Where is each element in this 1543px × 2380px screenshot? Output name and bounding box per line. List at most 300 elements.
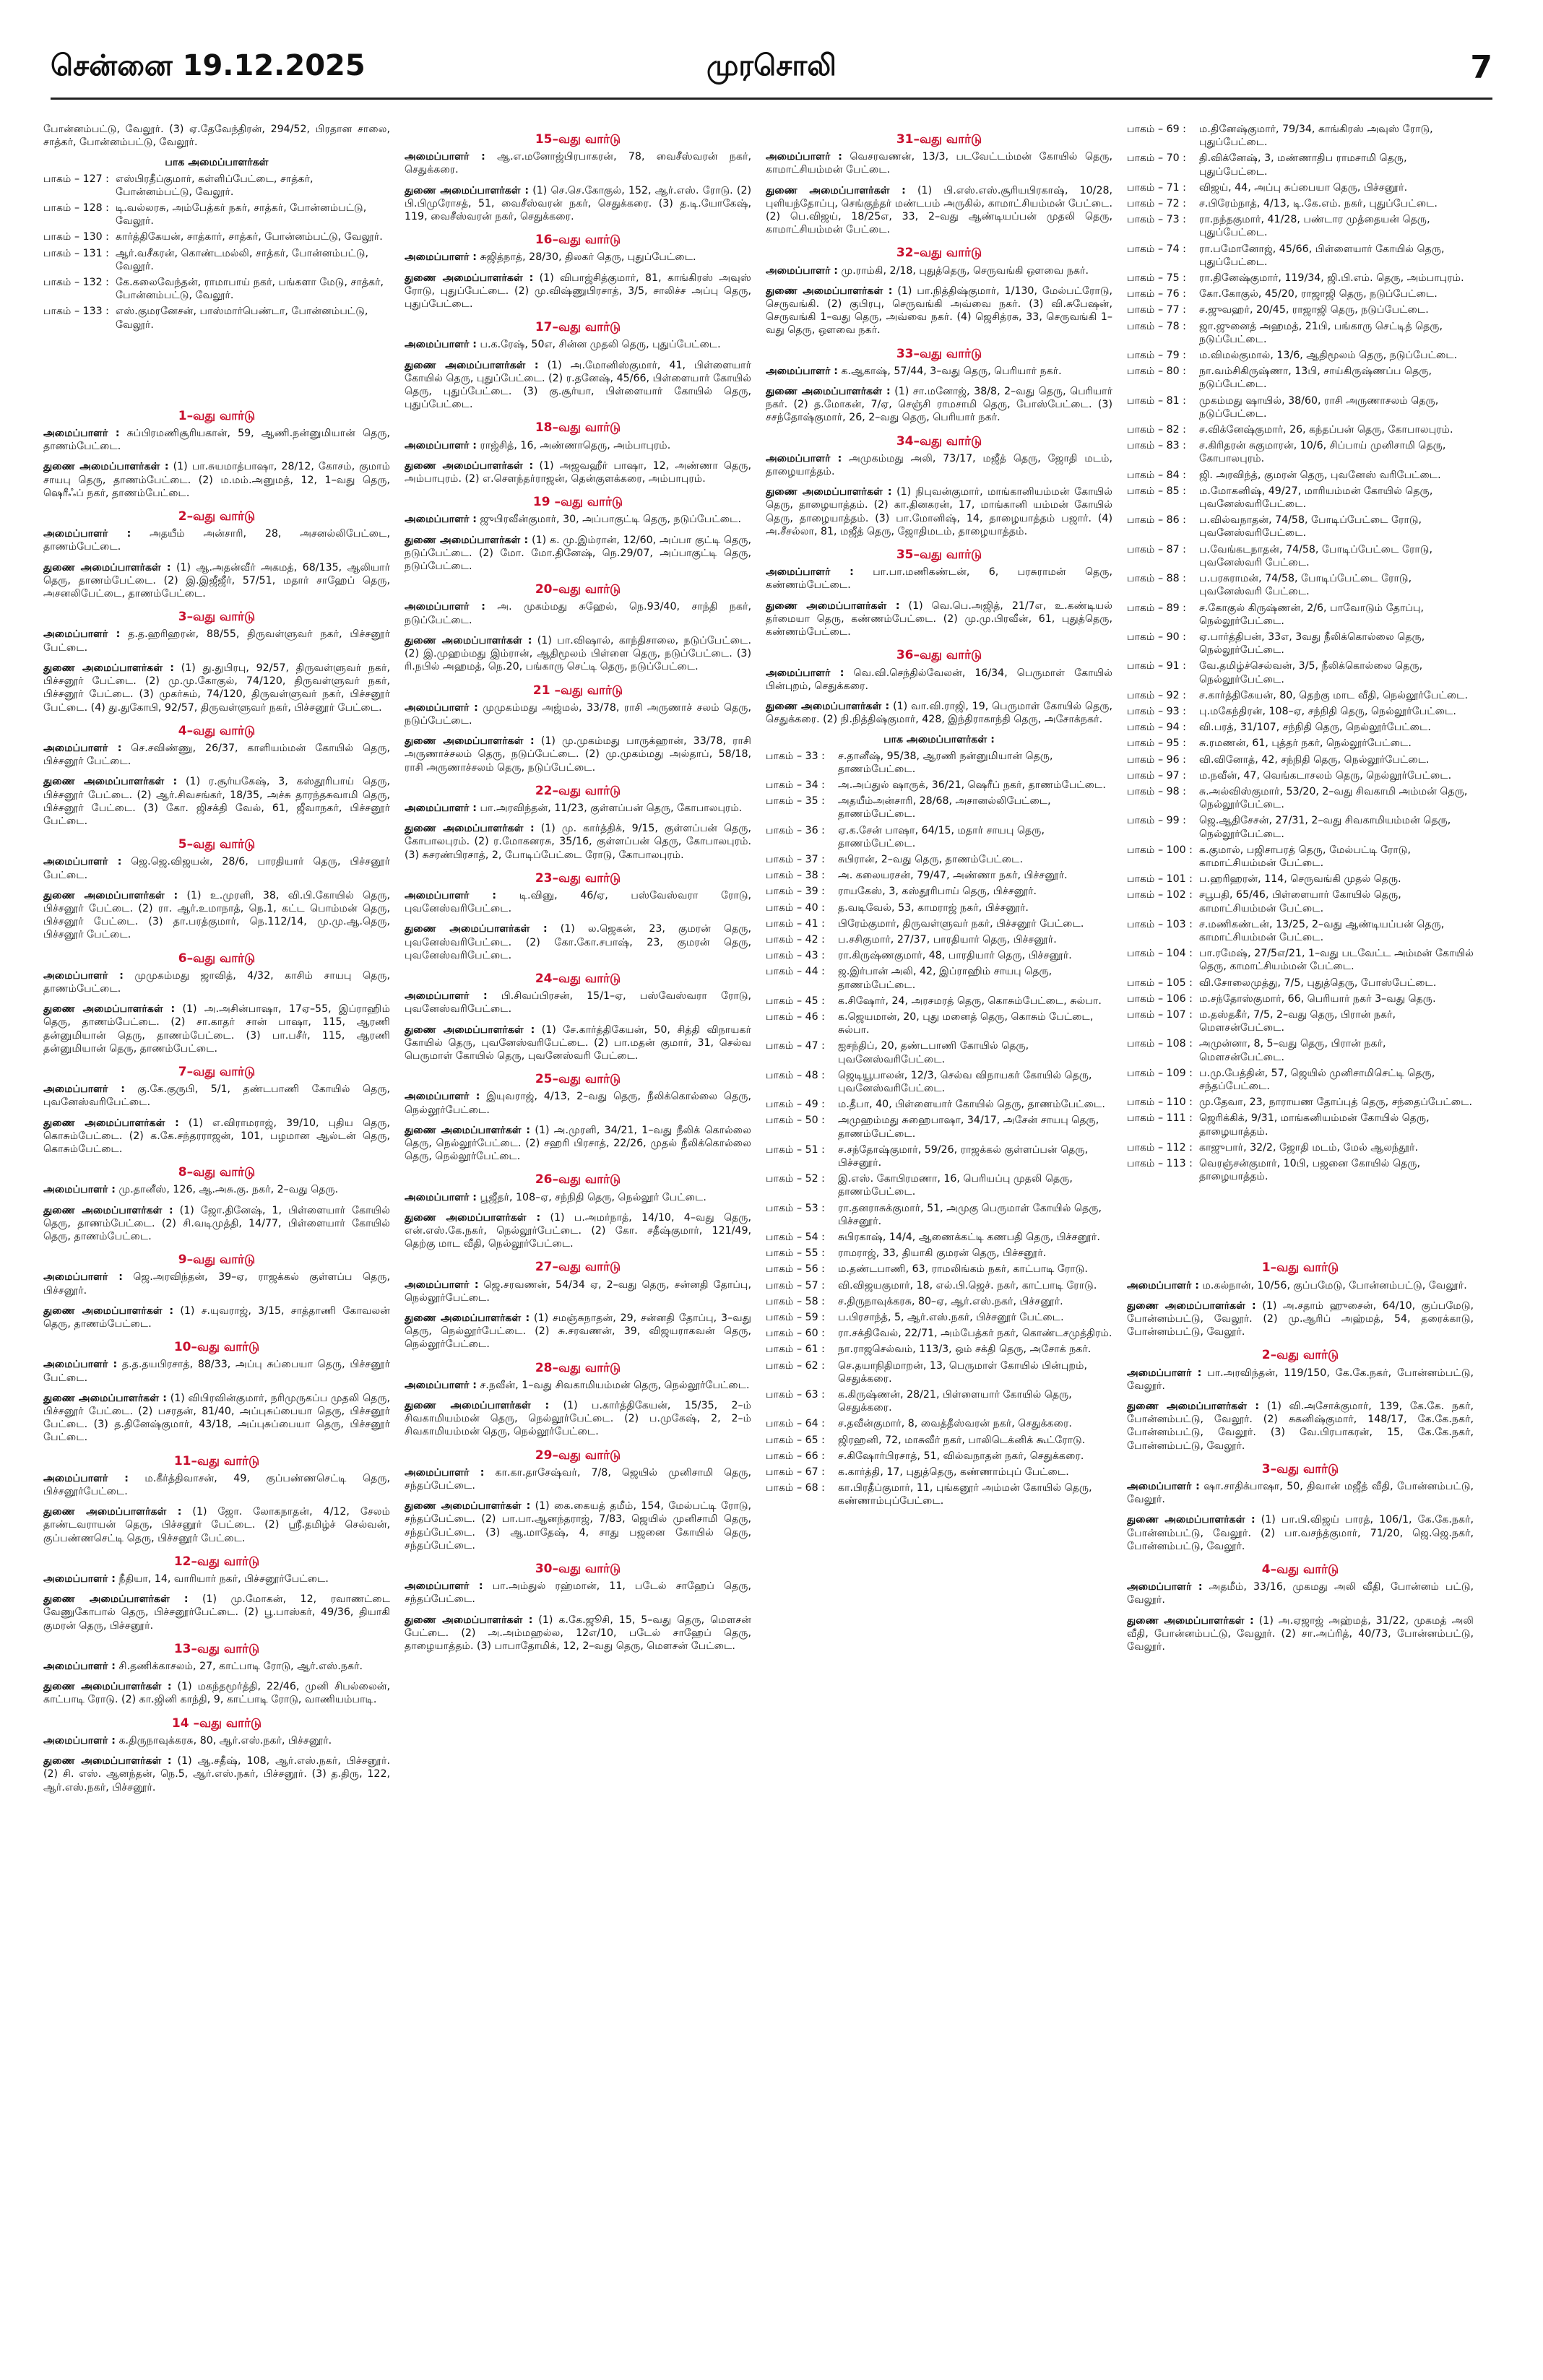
booth-row [1127,1157,1474,1183]
role-label: துணை அமைப்பாளர்கள் : [43,776,178,788]
booth-row [1127,785,1474,811]
booth-number: பாகம் – 61 : [766,1343,825,1356]
booth-organiser: ரா.தினேஷ்குமார், 119/34, ஜி.பி.எம். தெரு, அம்பாபுரம். [1199,272,1464,285]
role-label: துணை அமைப்பாளர்கள் : [405,1614,533,1626]
booth-row [1127,320,1474,346]
booth-row [1127,213,1474,239]
booth-number: பாகம் – 93 : [1127,705,1186,717]
appointment-text: (1) நிபுவன்குமார், மாங்கானியம்மன் கோயில் தெரு, தாழையாத்தம். (2) கா.தினகரன், 17, மாங்கானி யம்மன் கோயில் தெரு, தாழையாத்தம். (3) பா.மோனிஷ், 14, தாழையாத்தம் பஜார். (4) அ.சீசல்லா, 81, மஜீத் தெரு, ஜோதிமடம், தாழையாத்தம். [766,486,1112,537]
booth-row [1127,365,1474,391]
appointment-text: பி.சிவப்பிரசன், 15/1–ஏ, பஸ்வேஸ்வரா ரோடு, புவனேஸ்வரிபேட்டை. [405,990,751,1016]
booth-number: பாகம் – 131 : [43,247,109,259]
role-label: துணை அமைப்பாளர்கள் : [766,700,890,712]
ward-heading: 29–வது வார்டு [535,1448,621,1463]
ward-heading: 19 –வது வார்டு [532,495,623,510]
role-label: அமைப்பாளர் : [43,1083,125,1096]
booth-number: பாகம் – 110 : [1127,1096,1193,1109]
booth-row [766,1279,1112,1292]
role-label: அமைப்பாளர் : [405,1191,477,1203]
booth-organiser: த.வடிவேல், 53, காமராஜ் நகர், பிச்சனூர். [838,901,1029,914]
appointment-paragraph [405,1500,751,1552]
appointment-text: ஷா.சாதிக்பாஷா, 50, திவான் மஜீத் வீதி, போன்னம்பட்டு, வேலூர். [1127,1481,1474,1506]
booth-row [1127,873,1474,886]
booth-row [766,779,1112,792]
appointment-text: நீதியா, 14, வாரியார் நகர், பிச்சனூர்பேட்டை. [118,1573,329,1585]
appointment-text: (1) ல.ஜெகன், 23, குமரன் தெரு, புவனேஸ்வரிபேட்டை. (2) கோ.கோ.சபாஷ், 23, குமரன் தெரு, புவனேஸ்வரிபேட்டை. [405,923,751,961]
appointment-paragraph [405,922,751,962]
booth-organiser: நா.வம்சிகிருஷ்ணா, 13பி, சாய்கிருஷ்ணப்ப தெரு, நடுப்பேட்டை. [1199,365,1432,391]
booth-row [43,247,390,273]
role-label: துணை அமைப்பாளர்கள் : [766,184,906,196]
booth-organiser: ச.ஜுவஹர், 20/45, ராஜாஜி தெரு, நடுப்பேட்டை. [1199,304,1429,316]
booth-row [766,1311,1112,1324]
booth-number: பாகம் – 106 : [1127,992,1193,1005]
appointment-paragraph [405,459,751,485]
role-label: துணை அமைப்பாளர்கள் : [405,272,534,284]
booth-number: பாகம் – 65 : [766,1434,825,1446]
booth-number: பாகம் – 44 : [766,966,825,978]
booth-organiser: ச.மணிகண்டன், 13/25, 2–வது ஆண்டியப்பன் தெரு, காமாட்சியம்மன் பேட்டை. [1199,918,1445,943]
booth-organiser: க.கார்த்தி, 17, புதுத்தெரு, கண்ணாம்புப் பேட்டை. [838,1466,1069,1479]
role-label: துணை அமைப்பாளர்கள் : [766,486,892,498]
appointment-text: (1) உ.முரளி, 38, வி.பி.கோயில் தெரு, பிச்சனூர் பேட்டை. (2) ரா. ஆர்.உமாநாத், நெ.1, கட்ட பொம்மன் தெரு, பிச்சனூர் பேட்டை. (3) தா.பரத்குமார், நெ.112/14, மு.மு.ஆ.தெரு, பிச்சனூர் பேட்டை. [43,889,390,941]
booth-row [766,1343,1112,1356]
booth-row [1127,394,1474,420]
appointment-text: சுஜித்நாத், 28/30, திலகர் தெரு, புதுப்பேட்டை. [480,251,696,264]
booth-organiser: எஸ்பிரதீப்குமார், கள்ளிப்பேட்டை, சாத்கர், போன்னம்பட்டு, வேலூர். [116,173,314,198]
appointment-text: பா.பா.மணிகண்டன், 6, பரசுராமன் தெரு, கண்ணம்பேட்டை. [766,566,1112,592]
booth-row [1127,721,1474,734]
appointment-paragraph [405,1211,751,1251]
booth-number: பாகம் – 84 : [1127,469,1186,481]
booth-organiser: ச.விக்னேஷ்குமார், 26, கந்தப்பன் தெரு, கோபாலபுரம். [1199,424,1453,436]
role-label: அமைப்பாளர் : [1127,1367,1202,1379]
role-label: அமைப்பாளர் : [43,1271,123,1284]
booth-number: பாகம் – 83 : [1127,440,1186,452]
appointment-text: செ.சவிண்ணு, 26/37, காளியம்மன் கோயில் தெரு, பிச்சனூர் பேட்டை. [43,742,390,768]
booth-row [766,1359,1112,1385]
booth-row [1127,977,1474,990]
booth-organiser: ச.பிரேம்நாத், 4/13, டி.கே.எம். நகர், புதுப்பேட்டை. [1199,198,1438,210]
booth-number: பாகம் – 78 : [1127,320,1186,332]
ward-heading: 4–வது வார்டு [178,723,256,738]
booth-organiser: கார்த்திகேயன், சாத்கார், சாத்கர், போன்னம்பட்டு, வேலூர். [116,231,383,243]
booth-number: பாகம் – 57 : [766,1279,825,1291]
booth-number: பாகம் – 76 : [1127,288,1186,300]
booth-number: பாகம் – 49 : [766,1099,825,1111]
appointment-paragraph [405,1191,751,1204]
booth-organiser: ச.தவீன்குமார், 8, வைத்தீஸ்வரன் நகர், செதுக்கரை. [838,1418,1072,1430]
ward-heading: 9–வது வார்டு [178,1252,256,1268]
booth-row [1127,1037,1474,1063]
role-label: துணை அமைப்பாளர்கள் : [405,534,529,546]
appointment-text: (1) சமஞ்சுநாதன், 29, சன்னதி தோப்பு, 3–வது தெரு, நெல்லூர்பேட்டை. (2) சு.சரவணன், 39, விஜயராகவன் தெரு, நெல்லூர்பேட்டை. [405,1312,751,1351]
booth-organiser: ப.வில்வநாதன், 74/58, போடிப்பேட்டை ரோடு, புவனேஸ்வரிபேட்டை. [1199,514,1422,540]
appointment-paragraph [43,1472,390,1498]
booth-organiser: தி.விக்னேஷ், 3, மண்ணாதிப ராமசாமி தெரு, புதுப்பேட்டை. [1199,152,1407,178]
ward-heading: 11–வது வார்டு [173,1453,260,1468]
ward-heading: 30–வது வார்டு [535,1562,621,1577]
section-subheading: பாக அமைப்பாளர்கள் : [883,734,995,746]
column-1 [43,123,390,2358]
booth-organiser: ராமராஜ், 33, தியாகி குமரன் தெரு, பிச்சனூர். [838,1247,1047,1260]
booth-number: பாகம் – 56 : [766,1263,825,1276]
role-label: அமைப்பாளர் : [405,251,477,264]
ward-heading: 22–வது வார்டு [535,783,621,798]
appointment-paragraph [43,855,390,881]
booth-row [1127,123,1474,149]
ward-heading: 1–வது வார்டு [178,408,256,423]
booth-organiser: ஏ.பார்த்திபன், 33எ, 3வது நீலிக்கொல்லை தெரு, நெல்லூர்பேட்டை. [1199,631,1425,657]
role-label: துணை அமைப்பாளர்கள் : [43,1204,173,1216]
booth-organiser: க.ஜெயமான், 20, புது மனைத் தெரு, கொசும் பேட்டை, சுல்பா. [838,1011,1094,1037]
role-label: அமைப்பாளர் : [43,969,124,982]
booth-organiser: ம.தஸ்தகீர், 7/5, 2–வது தெரு, பிரான் நகர், மௌசன்பேட்டை. [1199,1008,1396,1034]
appointment-text: (1) விபிரவின்குமார், நரிமுருகப்ப முதலி தெரு, பிச்சனூர் பேட்டை. (2) பசரதன், 81/40, அப்புசுப்பையா தெரு, பிச்சனூர் பேட்டை. (3) த.தினேஷ்குமார், 43/18, அப்புசுப்பையா தெரு, பிச்சனூர் பேட்டை. [43,1392,390,1444]
booth-row [1127,844,1474,870]
booth-number: பாகம் – 132 : [43,277,109,289]
booth-row [1127,705,1474,718]
appointment-text: (1) அ.அசின்பாஷா, 17ஏ–55, இப்ராஹிம் தெரு, தாணம்பேட்டை. (2) சா.காதர் சான் பாஷா, 115, ஆரணி தன்னுமியான் தெரு, தாணம்பேட்டை. (3) பா.பசீர், 115, ஆரணி தன்னுமியான் தெரு, தாணம்பேட்டை. [43,1003,390,1055]
ward-heading: 35–வது வார்டு [896,548,982,563]
booth-number: பாகம் – 58 : [766,1295,825,1307]
ward-heading: 5–வது வார்டு [178,837,256,852]
booth-organiser: சுபிரகாஷ், 14/4, ஆணைக்கட்டி கணபதி தெரு, பிச்சனூர். [838,1232,1100,1244]
booth-organiser: வி.பரத், 31/107, சந்நிதி தெரு, நெல்லூர்பேட்டை. [1199,722,1431,734]
appointment-text: (1) சே.கார்த்திகேயன், 50, சித்தி விநாயகர் கோயில் தெரு, புவனேஸ்வரிபேட்டை. (2) பா.மதன் குமார், 31, செல்வ பெருமாள் கோயில் தெரு, புவனேஸ்வரி பேட்டை. [405,1024,751,1062]
appointment-text: அ. முகம்மது சுஹேல், நெ.93/40, சாந்தி நகர், நடுப்பேட்டை. [405,601,751,626]
role-label: அமைப்பாளர் : [405,889,497,901]
appointment-paragraph [43,1593,390,1632]
appointment-text: (1) பா.நித்திஷ்குமார், 1/130, மேல்பட்ரோடு, செருவங்கி. (2) குபிரபு, செருவங்கி அவ்வை நகர். (3) வி.சுபேஷன், செருவங்கி 1–வது தெரு, அவ்வை நகர். (4) ஜெசித்ரசு, 33, செருவங்கி 1–வது தெரு, ஔவை நகர். [766,285,1112,337]
ward-heading: 12–வது வார்டு [173,1554,260,1569]
booth-number: பாகம் – 53 : [766,1202,825,1214]
booth-organiser: ம.விமல்குமால், 13/6, ஆதிமூலம் தெரு, நடுப்பேட்டை. [1199,350,1458,362]
booth-number: பாகம் – 71 : [1127,181,1186,194]
booth-row [1127,918,1474,944]
appointment-paragraph [43,969,390,995]
appointment-paragraph [1127,1513,1474,1553]
appointment-paragraph [43,1204,390,1244]
booth-number: பாகம் – 35 : [766,795,825,808]
booth-organiser: ம.தினேஷ்குமார், 79/34, காங்கிரஸ் அவுஸ் ரோடு, புதுப்பேட்டை. [1199,124,1433,149]
booth-row [1127,1096,1474,1109]
role-label: துணை அமைப்பாளர்கள் : [43,1755,172,1767]
appointment-paragraph [43,460,390,500]
ward-heading: 18–வது வார்டு [535,420,621,436]
booth-organiser: ம.சந்தோஸ்குமார், 66, பெரியார் நகர் 3–வது தெரு. [1199,992,1436,1005]
booth-number: பாகம் – 89 : [1127,602,1186,614]
booth-organiser: ரா.தனராசுக்குமார், 51, அமுகு பெருமாள் கோயில் தெரு, பிச்சனூர். [838,1202,1102,1227]
role-label: துணை அமைப்பாளர்கள் : [1127,1614,1254,1627]
appointment-text: க.திருநாவுக்கரசு, 80, ஆர்.எஸ்.நகர், பிச்சனூர். [118,1734,332,1747]
booth-row [766,965,1112,991]
role-label: அமைப்பாளர் : [405,701,478,714]
appointment-text: பூஜீதர், 108–ஏ, சந்நிதி தெரு, நெல்லூர் பேட்டை. [480,1191,706,1203]
booth-number: பாகம் – 55 : [766,1247,825,1260]
booth-number: பாகம் – 130 : [43,231,109,243]
booth-number: பாகம் – 60 : [766,1328,825,1340]
booth-organiser: ம.தீபா, 40, பிள்ளையார் கோயில் தெரு, தாணம்பேட்டை. [838,1099,1105,1111]
role-label: அமைப்பாளர் : [405,601,485,613]
booth-organiser: ச.திருநாவுக்கரசு, 80–ஏ, ஆர்.எஸ்.நகர், பிச்சனூர். [838,1295,1063,1307]
booth-organiser: செ.தயாநிதிமாறன், 13, பெருமாள் கோயில் பின்புறம், செதுக்கரை. [838,1359,1088,1385]
booth-row [766,1481,1112,1507]
booth-number: பாகம் – 111 : [1127,1112,1193,1125]
booth-number: பாகம் – 107 : [1127,1008,1193,1021]
booth-row [766,1202,1112,1228]
booth-number: பாகம் – 103 : [1127,918,1193,930]
appointment-text: (1) பா.சுயமாத்பாஷா, 28/12, கோசம், குமாம் சாயபு தெரு, தாணம்பேட்டை. (2) ம.மம்.அனுமத், 12, 1–வது தெரு, ஷெரீஃப் நகர், தாணம்பேட்டை. [43,461,390,499]
appointment-paragraph [43,1660,390,1673]
appointment-paragraph [43,1680,390,1706]
ward-heading: 14 –வது வார்டு [171,1715,262,1731]
appointment-text: (1) ஜோ.தினேஷ், 1, பிள்ளையார் கோயில் தெரு, தாணம்பேட்டை. (2) சி.வடிமுத்தி, 14/77, பிள்ளையார் கோயில் தெரு, தாணம்பேட்டை. [43,1204,390,1242]
role-label: அமைப்பாளர் : [405,339,477,351]
appointment-text: ஜெ.ஜெ.விஜயன், 28/6, பாரதியார் தெரு, பிச்சனூர் பேட்டை. [43,856,390,881]
booth-organiser: ப.மு.பேத்தின், 57, ஜெயில் முனிசாமிசெட்டி தெரு, சந்தப்பேட்டை. [1199,1067,1435,1092]
role-label: துணை அமைப்பாளர்கள் : [1127,1299,1256,1312]
booth-number: பாகம் – 52 : [766,1173,825,1185]
booth-row [766,1172,1112,1198]
appointment-text: (1) ப.கார்த்திகேயன், 15/35, 2–ம் சிவகாமியம்மன் தெரு, நெல்லூர்பேட்டை. (2) ப.முகேஷ், 2, 2–ம் சிவகாமியம்மன் தெரு, நெல்லூர்பேட்டை. [405,1400,751,1438]
ward-heading: 15–வது வார்டு [535,132,621,147]
appointment-text: த.த.ஹரிஹரன், 88/55, திருவள்ளுவர் நகர், பிச்சனூர் பேட்டை. [43,628,390,654]
booth-number: பாகம் – 36 : [766,824,825,836]
appointment-paragraph [43,123,390,149]
appointment-text: (1) பா.விஷால், காந்திசாலை, நடுப்பேட்டை. (2) இ.முஹம்மது இம்ரான், ஆதிமூலம் பிள்ளை தெரு, நடுப்பேட்டை. (3) ரி.நபில் அஹமத், நெ.20, பங்காரு செட்டி தெரு, நடுப்பேட்டை. [405,634,751,673]
role-label: துணை அமைப்பாளர்கள் : [405,1400,550,1412]
appointment-paragraph [405,889,751,915]
booth-number: பாகம் – 133 : [43,306,109,318]
booth-row [766,885,1112,898]
booth-organiser: வி.வினோத், 42, சந்நிதி தெரு, நெல்லூர்பேட்டை. [1199,753,1430,766]
booth-organiser: சு.ரமணன், 61, புத்தர் நகர், நெல்லூர்பேட்டை. [1199,737,1412,750]
booth-row [1127,1141,1474,1154]
appointment-paragraph [43,889,390,942]
booth-number: பாகம் – 73 : [1127,214,1186,226]
column-2 [405,123,751,2358]
appointment-text: க.ஆகாஷ், 57/44, 3–வது தெரு, பெரியார் நகர். [841,365,1062,377]
appointment-text: பா.அரவிந்தன், 119/150, கே.கே.நகர், போன்னம்பட்டு, வேலூர். [1127,1367,1474,1392]
booth-organiser: அ. கலையரசன், 79/47, அண்ணா நகர், பிச்சனூர். [838,870,1068,882]
booth-number: பாகம் – 98 : [1127,785,1186,797]
booth-row [766,1098,1112,1111]
booth-organiser: ஜா.ஜுனைத் அஹமத், 21பி, பங்காரு செட்டித் தெரு, நடுப்பேட்டை. [1199,320,1443,345]
booth-row [1127,947,1474,973]
booth-organiser: ச.கோகுல் கிருஷ்ணன், 2/6, பாவோடும் தோப்பு, நெல்லூர்பேட்டை. [1199,602,1425,627]
appointment-paragraph [766,385,1112,425]
role-label: துணை அமைப்பாளர்கள் : [405,735,535,748]
booth-number: பாகம் – 43 : [766,950,825,962]
booth-number: பாகம் – 91 : [1127,660,1186,672]
spacer [1127,1186,1474,1251]
booth-number: பாகம் – 101 : [1127,873,1193,886]
booth-number: பாகம் – 87 : [1127,543,1186,555]
appointment-paragraph [766,365,1112,378]
ward-heading: 10–வது வார்டு [173,1340,260,1355]
booth-number: பாகம் – 51 : [766,1143,825,1156]
booth-number: பாகம் – 72 : [1127,198,1186,210]
booth-number: பாகம் – 96 : [1127,753,1186,766]
role-label: அமைப்பாளர் : [766,264,838,277]
booth-row [766,995,1112,1008]
booth-row [1127,439,1474,465]
booth-number: பாகம் – 41 : [766,917,825,930]
booth-organiser: வி.சோலைமுத்து, 7/5, புதுத்தெரு, போஸ்பேட்டை. [1199,977,1437,989]
booth-row [1127,243,1474,269]
booth-organiser: அதயீம்அன்சாரி, 28/68, அசானல்லிபேட்டை, தாணம்பேட்டை. [838,795,1051,821]
ward-heading: 21 –வது வார்டு [532,683,623,698]
booth-number: பாகம் – 63 : [766,1389,825,1401]
booth-number: பாகம் – 75 : [1127,272,1186,285]
appointment-text: இயுவராஜ், 4/13, 2–வது தெரு, நீலிக்கொல்லை தெரு, நெல்லூர்பேட்டை. [405,1091,751,1116]
ward-heading: 36–வது வார்டு [896,648,982,663]
booth-organiser: ப.பரசுராமன், 74/58, போடிப்பேட்டை ரோடு, புவனேஸ்வரி பேட்டை. [1199,573,1412,598]
appointment-text: வெ.வி.செந்தில்வேலன், 16/34, பெருமாள் கோயில் பின்புறம், செதுக்கரை. [766,667,1112,692]
booth-organiser: ரா.கிருஷ்ணகுமார், 48, பாரதியார் தெரு, பிச்சனூர். [838,950,1072,962]
booth-number: பாகம் – 79 : [1127,350,1186,362]
role-label: துணை அமைப்பாளர்கள் : [405,1500,531,1513]
role-label: அமைப்பாளர் : [1127,1279,1199,1291]
booth-row [1127,349,1474,362]
booth-row [766,1417,1112,1430]
role-label: அமைப்பாளர் : [405,1379,477,1391]
booth-organiser: ச.கார்த்திகேயன், 80, தெற்கு மாட வீதி, நெல்லூர்பேட்டை. [1199,689,1468,701]
booth-organiser: வி.விஜயகுமார், 18, எல்.பி.ஜெச். நகர், காட்பாடி ரோடு. [838,1279,1097,1291]
appointment-text: வெசரவணன், 13/3, படவேட்டம்மன் கோயில் தெரு, காமாட்சியம்மன் பேட்டை. [766,151,1112,176]
booth-row [1127,769,1474,782]
appointment-paragraph [1127,1480,1474,1506]
appointment-text: மு.தானீஸ், 126, ஆ.அசு.கு. நகர், 2–வது தெரு. [118,1184,339,1196]
booth-number: பாகம் – 34 : [766,779,825,791]
booth-organiser: சு.அல்விஸ்குமார், 53/20, 2–வது சிவகாமி அம்மன் தெரு, நெல்லூர்பேட்டை. [1199,785,1468,811]
appointment-paragraph [1127,1279,1474,1292]
ward-heading: 31–வது வார்டு [896,132,982,147]
booth-number: பாகம் – 48 : [766,1069,825,1081]
booth-organiser: ம.தண்டபாணி, 63, ராமலிங்கம் நகர், காட்பாடி ரோடு. [838,1263,1088,1276]
appointment-text: டி.வினு, 46/ஏ, பஸ்வேஸ்வரா ரோடு, புவனேஸ்வரிபேட்டை. [405,889,751,915]
booth-row [766,1039,1112,1065]
booth-row [1127,602,1474,628]
role-label: துணை அமைப்பாளர்கள் : [405,1211,541,1224]
booth-organiser: ஜெடியூபாலன், 12/3, செல்வ விநாயகர் கோயில் தெரு, புவனேஸ்வரிபேட்டை. [838,1069,1092,1094]
role-label: அமைப்பாளர் : [405,802,477,814]
role-label: அமைப்பாளர் : [405,439,477,451]
booth-row [766,917,1112,930]
appointment-paragraph [405,1379,751,1392]
booth-number: பாகம் – 81 : [1127,394,1186,407]
booth-number: பாகம் – 128 : [43,202,109,215]
role-label: அமைப்பாளர் : [766,365,838,377]
role-label: துணை அமைப்பாளர்கள் : [766,600,900,612]
role-label: அமைப்பாளர் : [405,514,477,526]
appointment-text: பா.அம்துல் ரஹ்மான், 11, படேல் சாஹேப் தெரு, சந்தப்பேட்டை. [405,1580,751,1606]
booth-row [1127,152,1474,178]
appointment-text: (1) மு.மோகன், 12, ரவாணட்டை வேணுகோபால் தெரு, பிச்சனூர்பேட்டை. (2) பூ.பாஸ்கர், 49/36, தியாகி குமரன் தெரு, பிச்சனூர். [43,1593,390,1632]
booth-number: பாகம் – 64 : [766,1418,825,1430]
role-label: துணை அமைப்பாளர்கள் : [1127,1514,1255,1526]
role-label: துணை அமைப்பாளர்கள் : [43,1593,189,1606]
column-4 [1127,123,1474,2358]
appointment-paragraph [43,775,390,828]
appointment-text: (1) வா.வி.ராஜி, 19, பெருமாள் கோயில் தெரு, செதுக்கரை. (2) நி.நித்திஷ்குமார், 428, இந்திராகாந்தி தெரு, அசோக்நகர். [766,700,1112,726]
appointment-text: ஜெ.அரவிந்தன், 39–ஏ, ராஜக்கல் குள்ளப்ப தெரு, பிச்சனூர். [43,1271,390,1297]
booth-row [1127,303,1474,316]
appointment-paragraph [405,634,751,674]
appointment-paragraph [43,628,390,654]
booth-number: பாகம் – 99 : [1127,815,1186,827]
ward-heading: 34–வது வார்டு [896,433,982,449]
booth-organiser: ப.வேங்கடநாதன், 74/58, போடிப்பேட்டை ரோடு, புவனேஸ்வரி பேட்டை. [1199,543,1432,568]
booth-row [1127,753,1474,766]
appointment-text: (1) வெ.பெ.அஜித், 21/7எ, உ.கண்டியல் தர்மையா தெரு, கண்ணம்பேட்டை. (2) மு.மு.பிரவீன், 61, புதுத்தெரு, கண்ணம்பேட்டை. [766,600,1112,639]
booth-organiser: ரா.சக்திவேல், 22/71, அம்பேத்கர் நகர், கொண்டசமுத்திரம். [838,1328,1112,1340]
booth-organiser: கா.பிரதீப்குமார், 11, புங்கனூர் அம்மன் கோயில் தெரு, கண்ணாம்புப்பேட்டை. [838,1482,1092,1507]
booth-number: பாகம் – 92 : [1127,689,1186,701]
appointment-text: (1) ச.யுவராஜ், 3/15, சாத்தாணி கோவலன் தெரு, தாணம்பேட்டை. [43,1304,390,1330]
booth-organiser: காஜுபார், 32/2, ஜோதி மடம், மேல் ஆலந்தூர். [1199,1141,1419,1154]
appointment-text: அமுகம்மது அலி, 73/17, மஜீத் தெரு, ஜோதி மடம், தாழையாத்தம். [766,452,1112,478]
appointment-text: அதமீம், 33/16, முகமது அலி வீதி, போன்னம் பட்டு, வேலூர். [1127,1581,1474,1606]
ward-heading: 26–வது வார்டு [535,1172,621,1187]
appointment-paragraph [43,1358,390,1384]
booth-organiser: விஜய், 44, அப்பு சுப்பையா தெரு, பிச்சனூர். [1199,181,1408,194]
booth-row [1127,469,1474,482]
booth-organiser: பு.மகேந்திரன், 108–ஏ, சந்நிதி தெரு, நெல்லூர்பேட்டை. [1199,705,1456,717]
booth-row [766,1114,1112,1140]
booth-row [766,1466,1112,1479]
booth-organiser: ம.மோகனிஷ், 49/27, மாரியம்மன் கோயில் தெரு, புவனேஸ்வரிபேட்டை. [1199,485,1433,511]
role-label: துணை அமைப்பாளர்கள் : [43,1304,174,1317]
booth-organiser: ரா.பமோனோஜ், 45/66, பிள்ளையார் கோயில் தெரு, புதுப்பேட்டை. [1199,243,1445,268]
appointment-paragraph [405,338,751,351]
booth-number: பாகம் – 42 : [766,933,825,945]
appointment-text: (1) அ.மோனிஸ்குமார், 41, பிள்ளையார் கோயில் தெரு, புதுப்பேட்டை. (2) ர.தனேஷ், 45/66, பிள்ளையார் கோயில் தெரு, புதுப்பேட்டை. (3) கு.சூர்யா, பிள்ளையார் கோயில் தெரு, புதுப்பேட்டை. [405,359,751,411]
role-label: அமைப்பாளர் : [43,628,121,641]
booth-number: பாகம் – 100 : [1127,844,1193,856]
booth-row [766,933,1112,946]
appointment-text: (1) சா.மனோஜ், 38/8, 2–வது தெரு, பெரியார் நகர். (2) த.மோகன், 7/ஏ, செஞ்சி ராமசாமி தெரு, போஸ்பேட்டை. (3) சசந்தோஷ்குமார், 26, 2–வது தெரு, பெரியார் நகர். [766,386,1112,424]
booth-organiser: சபூபதி, 65/46, பிள்ளையார் கோயில் தெரு, காமாட்சியம்மன் பேட்டை. [1199,889,1401,914]
appointment-text: பா.அரவிந்தன், 11/23, குள்ளப்பன் தெரு, கோபாலபுரம். [480,802,743,814]
booth-organiser: மு.தேவா, 23, நாராயண தோப்புத் தெரு, சந்தைப்பேட்டை. [1199,1096,1473,1109]
appointment-text: (1) அ.சதாம் ஹுசைன், 64/10, குப்பமேடு, போன்னம்பட்டு, வேலூர். (2) மு.ஆரிப் அஹ்மத், 54, தரைக்காடு, போன்னம்பட்டு, வேலூர். [1127,1299,1474,1338]
booth-organiser: ஜிரஹனி, 72, மாசுவீர் நகர், பாலிடெக்னிக் கூட்ரோடு. [838,1434,1086,1446]
appointment-paragraph [43,1083,390,1109]
booth-organiser: டி.வல்லரசு, அம்பேத்கர் நகர், சாத்கர், போன்னம்பட்டு, வேலூர். [116,202,367,228]
booth-organiser: பிரேம்குமார், திருவள்ளுவர் நகர், பிச்சனூர் பேட்டை. [838,917,1084,930]
booth-organiser: க.சிஷோர், 24, அரசமரத் தெரு, கொசும்பேட்டை, சுல்பா. [838,995,1102,1007]
ward-heading: 32–வது வார்டு [896,246,982,261]
booth-organiser: ப.சசிகுமார், 27/37, பாரதியார் தெரு, பிச்சனூர். [838,933,1057,945]
ward-heading: 17–வது வார்டு [535,320,621,335]
booth-number: பாகம் – 40 : [766,901,825,914]
booth-organiser: நா.ராஜசெல்வம், 113/3, ஒம் சக்தி தெரு, அசோக் நகர். [838,1343,1092,1356]
booth-row [1127,423,1474,436]
booth-row [43,276,390,302]
booth-organiser: ஏ.க.சேன் பாஷா, 64/15, மதார் சாயபு தெரு, தாணம்பேட்டை. [838,824,1045,849]
booth-organiser: இ.எஸ். கோபிரமணா, 16, பெரியப்பு முதலி தெரு, தாணம்பேட்டை. [838,1173,1073,1198]
role-label: துணை அமைப்பாளர்கள் : [766,386,891,398]
booth-organiser: க.குமால், பஜிசாபரத் தெரு, மேல்பட்டி ரோடு, காமாட்சியம்மன் பேட்டை. [1199,844,1411,869]
ward-heading: 23–வது வார்டு [535,870,621,886]
booth-number: பாகம் – 113 : [1127,1158,1193,1170]
booth-organiser: எஸ்.குமரனேசன், பாஸ்மார்பெண்டா, போன்னம்பட்டு, வேலூர். [116,306,368,331]
booth-number: பாகம் – 88 : [1127,573,1186,585]
booth-row [1127,814,1474,840]
appointment-paragraph [405,822,751,862]
